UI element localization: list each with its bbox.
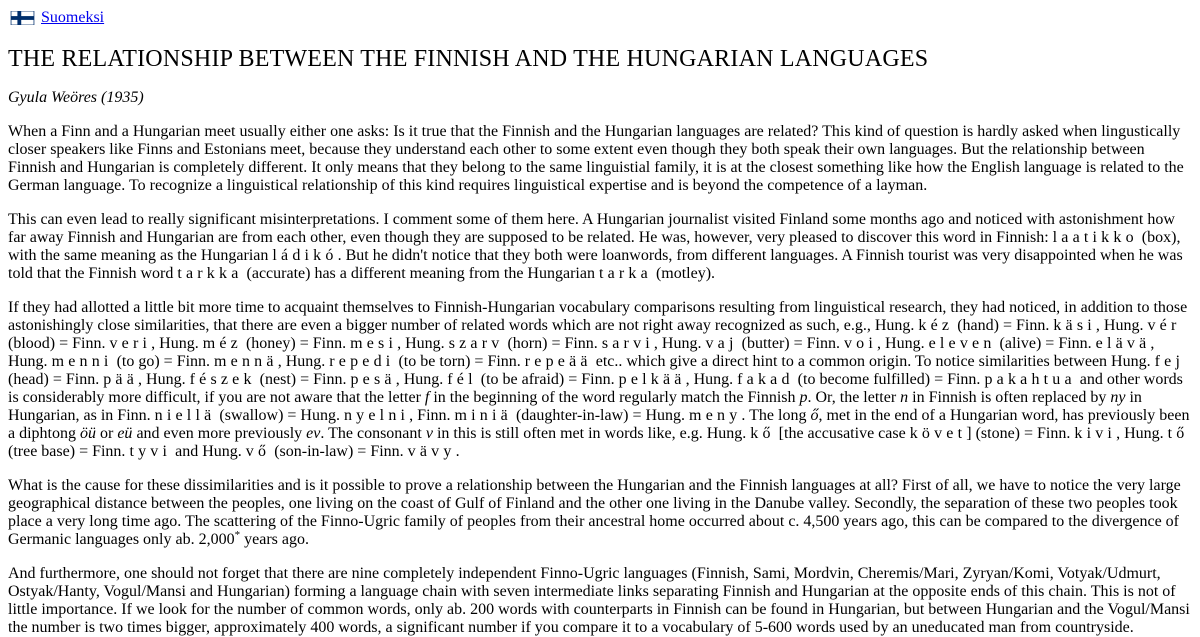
italic-letter: ő xyxy=(810,407,819,424)
word-example: mennä xyxy=(214,353,278,370)
finnish-flag-icon xyxy=(8,11,37,25)
text-span: (butter) = Finn. xyxy=(737,335,844,352)
text-span: in this is still often met in words like, e.g. Hung. xyxy=(432,425,751,442)
text-span: (to go) = Finn. xyxy=(112,353,215,370)
word-example: tő xyxy=(1167,425,1189,442)
word-example: käsi xyxy=(1053,317,1096,334)
text-span: (to be afraid) = Finn. xyxy=(476,371,619,388)
text-span: , Hung. xyxy=(1116,425,1168,442)
word-example: vér xyxy=(1147,317,1181,334)
word-example: fej xyxy=(1154,353,1185,370)
word-example: elävä xyxy=(1095,335,1151,352)
text-span: . But he didn't notice that they both were loanwords, from different languages. A Finnish tourist was very disappointed when he was told that the Finnish word xyxy=(8,247,1183,282)
text-span: (blood) = Finn. xyxy=(8,335,110,352)
word-example: pelkää xyxy=(618,371,686,388)
italic-letter: öü xyxy=(80,425,96,442)
text-span: If they had allotted a little bit more time to acquaint themselves to Finnish-Hungarian vocabulary comparisons resulting from linguistical research, they had noticed, in addition to those astonishingly close similarities, that there are even a bigger number of related words which are not right away recognized as such, e.g., Hung. xyxy=(8,299,1188,334)
text-span: . xyxy=(455,443,460,460)
word-example: pesä xyxy=(350,371,396,388)
text-span: ] (stone) = Finn. xyxy=(966,425,1075,442)
text-span: years ago. xyxy=(240,531,309,548)
language-link-label[interactable]: Suomeksi xyxy=(41,9,105,26)
text-span: and even more previously xyxy=(132,425,307,442)
text-span: This can even lead to really significant misinterpretations. I comment some of them here. A Hungarian journalist visited Finland some months ago and noticed with astonishment how far away Finnish and Hungarian are from each other, even though they are supposed to be related. He was, however, very pleased to discover this word in Finnish: xyxy=(8,211,1175,246)
footnote-marker[interactable]: * xyxy=(234,529,241,541)
word-example: kéz xyxy=(918,317,954,334)
text-span: . Or, the letter xyxy=(807,389,901,406)
word-example: fél xyxy=(447,371,477,388)
text-span: in Hungarian, as in Finn. xyxy=(8,389,1142,424)
word-example: kivi xyxy=(1074,425,1117,442)
text-span: and other words is considerably more difficult, if you are not aware that the letter xyxy=(8,371,1183,406)
text-span: , Hung. xyxy=(151,335,203,352)
word-example: tyvi xyxy=(129,443,172,460)
word-example: fakad xyxy=(737,371,794,388)
text-span: , Hung. xyxy=(397,335,449,352)
word-example: voi xyxy=(843,335,878,352)
text-span: , Hung. xyxy=(685,371,738,388)
text-span: (daughter-in-law) = Hung. xyxy=(511,407,690,424)
text-span: (horn) = Finn. xyxy=(503,335,602,352)
paragraph-2 xyxy=(8,211,1192,283)
word-example: mesi xyxy=(350,335,398,352)
word-example: laatikko xyxy=(1052,229,1138,246)
text-span: , Hung. xyxy=(8,335,1155,370)
text-span: , Hung. xyxy=(1095,317,1148,334)
text-span: (tree base) = Finn. xyxy=(8,443,130,460)
text-span: , Hung. xyxy=(877,335,929,352)
italic-letter: v xyxy=(425,425,433,442)
text-span: (alive) = Finn. xyxy=(995,335,1096,352)
paragraph-3 xyxy=(8,299,1192,461)
author-line: Gyula Weöres (1935) xyxy=(8,89,144,106)
word-example: fészek xyxy=(189,371,256,388)
page-title: THE RELATIONSHIP BETWEEN THE FINNISH AND THE HUNGARIAN LANGUAGES xyxy=(8,46,929,72)
word-example: pää xyxy=(103,371,139,388)
text-span: (box), with the same meaning as the Hungarian xyxy=(8,229,1181,264)
text-span: (to be torn) = Finn. xyxy=(394,353,525,370)
word-example: miniä xyxy=(454,407,512,424)
text-span: , Hung. xyxy=(395,371,448,388)
text-span: What is the cause for these dissimilarities and is it possible to prove a relationship between the Hungarian and the Finnish languages at all? First of all, we have to notice the very large geographical distance between the peoples, one living on the coast of Gulf of Finland and the other one living in the Danube valley. Secondly, the separation of these two peoples took place a very long time ago. The scattering of the Finno-Ugric family of peoples from their ancestral home occurred about c. 4,500 years ago, this can be compared to the divergence of Germanic languages only ab. 2,000 xyxy=(8,477,1181,548)
word-example: tarka xyxy=(598,265,652,282)
word-example: kő xyxy=(750,425,775,442)
text-span: . The consonant xyxy=(320,425,426,442)
word-example: vő xyxy=(245,443,271,460)
italic-letter: n xyxy=(900,389,909,406)
text-span: , Hung. xyxy=(138,371,190,388)
word-example: követ xyxy=(909,425,967,442)
text-span: , Hung. xyxy=(653,335,706,352)
word-example: méz xyxy=(202,335,242,352)
word-example: meny xyxy=(689,407,742,424)
text-span: , Hung. xyxy=(277,353,330,370)
word-example: niellä xyxy=(154,407,216,424)
language-link-finnish[interactable] xyxy=(8,8,104,28)
word-example: eleven xyxy=(928,335,996,352)
word-example: sarvi xyxy=(601,335,654,352)
text-span: . The long xyxy=(741,407,811,424)
text-span: (honey) = Finn. xyxy=(241,335,351,352)
italic-letter: eü xyxy=(117,425,133,442)
text-span: , Finn. xyxy=(409,407,455,424)
text-span: (motley). xyxy=(651,265,716,282)
text-span: , met in the end of a Hungarian word, has previously been a diphtong xyxy=(8,407,1190,442)
text-span: [the accusative case xyxy=(774,425,910,442)
paragraph-1: When a Finn and a Hungarian meet usually either one asks: Is it true that the Finnish and the Hungarian languages are related? This kind of question is hardly asked when lingustically closer speakers like Finns and Estonians meet, because they understand each other to some extent even though they both speak their own languages. But the relationship between Finnish and Hungarian is completely different. It only means that they belong to the same linguistial family, it is at the closest something like how the English language is related to the German language. To recognize a linguistical relationship of this kind requires linguistical expertise and is beyond the competence of a layman. xyxy=(8,123,1184,194)
text-span: or xyxy=(96,425,118,442)
word-example: vävy xyxy=(407,443,456,460)
word-example: vaj xyxy=(705,335,738,352)
text-span: in the beginning of the word regularly match the Finnish xyxy=(429,389,800,406)
paragraph-5: And furthermore, one should not forget that there are nine completely independent Finno-Ugric languages (Finnish, Sami, Mordvin, Cheremis/Mari, Zyryan/Komi, Votyak/Udmurt, Ostyak/Hanty, Vogul/Mansi and Hungarian) forming a language chain with seven intermediate links separating Finnish and Hungarian at the opposite ends of this chain. This is not of little importance. If we look for the number of common words, only ab. 200 words with counterparts in Finnish can be found in Hungarian, but between Hungarian and the Vogul/Mansi the number is two times bigger, approximately 400 words, a significant number if you compare it to a vocabulary of 5-600 words used by an uneducated man from countryside. xyxy=(8,565,1190,636)
text-span: and Hung. xyxy=(171,443,246,460)
word-example: repedi xyxy=(329,353,395,370)
text-span: (head) = Finn. xyxy=(8,371,104,388)
word-example: repeää xyxy=(524,353,592,370)
text-span: in Finnish is often replaced by xyxy=(908,389,1111,406)
italic-letter: ny xyxy=(1110,389,1126,406)
text-span: etc.. which give a direct hint to a common origin. To notice similarities between Hung. xyxy=(591,353,1155,370)
text-span: (swallow) = Hung. xyxy=(215,407,344,424)
text-span: (nest) = Finn. xyxy=(255,371,351,388)
word-example: tarkka xyxy=(177,265,243,282)
text-span: (hand) = Finn. xyxy=(953,317,1054,334)
italic-letter: f xyxy=(424,389,430,406)
word-example: menni xyxy=(51,353,113,370)
text-span: (to become fulfilled) = Finn. xyxy=(793,371,985,388)
italic-letter: ev xyxy=(306,425,321,442)
word-example: ládikó xyxy=(272,247,338,264)
text-span: (accurate) has a different meaning from the Hungarian xyxy=(242,265,599,282)
word-example: szarv xyxy=(448,335,504,352)
word-example: pakahtua xyxy=(984,371,1076,388)
italic-letter: p xyxy=(799,389,808,406)
paragraph-4 xyxy=(8,477,1192,549)
word-example: nyelni xyxy=(343,407,410,424)
text-span: (son-in-law) = Finn. xyxy=(270,443,408,460)
word-example: veri xyxy=(109,335,152,352)
